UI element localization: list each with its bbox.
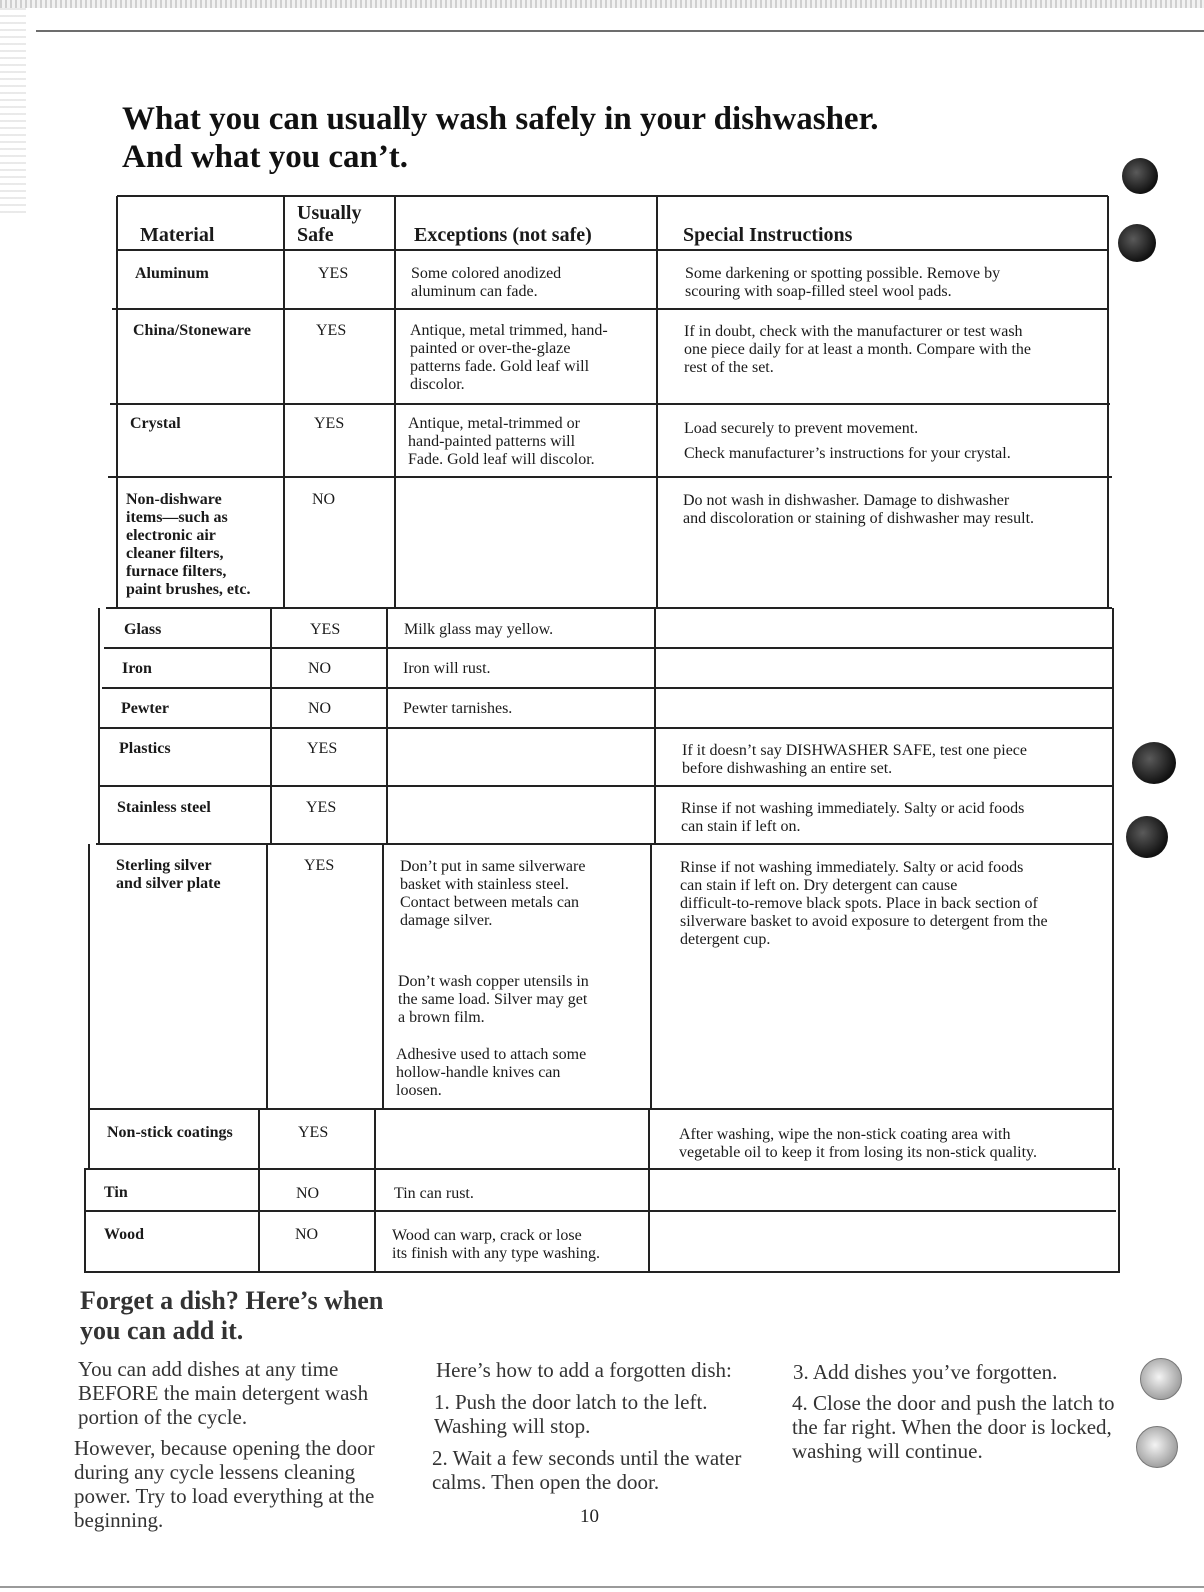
column-line	[258, 1108, 260, 1272]
instruction-line: and discoloration or staining of dishwasher may result.	[683, 510, 1035, 527]
cell-material	[133, 322, 251, 340]
column-line	[88, 844, 90, 1168]
material-line: Stainless steel	[117, 799, 211, 816]
cell-safe: NO	[308, 660, 332, 677]
exception-line: Adhesive used to attach some	[396, 1046, 587, 1063]
exception-line: Fade. Gold leaf will discolor.	[408, 451, 595, 468]
cell-instructions	[680, 859, 1048, 949]
row-divider	[106, 607, 1112, 609]
instruction-line: Rinse if not washing immediately. Salty or acid foods	[681, 800, 1025, 817]
cell-exceptions	[394, 1185, 474, 1203]
cell-instructions	[684, 323, 1031, 377]
forget-dish-heading	[80, 1286, 383, 1346]
title-line-2: And what you can’t.	[122, 139, 409, 175]
cell-exceptions	[392, 1227, 600, 1263]
cell-exceptions	[403, 700, 512, 718]
binder-hole	[1118, 224, 1156, 262]
cell-instructions	[679, 1126, 1037, 1162]
column-line	[374, 1108, 376, 1272]
material-line: items—such as	[126, 509, 228, 526]
material-line: Tin	[104, 1184, 128, 1201]
forget-col1-para2: However, because opening the door during any cycle lessens cleaning power. Try to load everything at the beginning.	[74, 1436, 375, 1532]
column-line	[98, 608, 100, 844]
material-line: cleaner filters,	[126, 545, 224, 562]
column-line	[1112, 608, 1114, 1168]
exception-line: Antique, metal trimmed, hand-	[410, 322, 608, 339]
exception-line: hollow-handle knives can	[396, 1064, 561, 1081]
row-divider	[96, 843, 1114, 845]
scan-artifact-top	[0, 0, 1204, 8]
material-line: Wood	[104, 1226, 145, 1243]
row-divider	[98, 785, 1114, 787]
cell-material	[119, 740, 171, 758]
cell-instructions	[681, 800, 1024, 836]
instruction-line: one piece daily for at least a month. Compare with the	[684, 341, 1031, 358]
instruction-line: Check manufacturer’s instructions for your crystal.	[684, 445, 1011, 462]
column-line	[1118, 1168, 1120, 1272]
instruction-line: Do not wash in dishwasher. Damage to dishwasher	[683, 492, 1010, 509]
column-line	[656, 196, 658, 608]
cell-instructions	[682, 742, 1027, 778]
binder-hole	[1140, 1358, 1182, 1400]
cell-safe: YES	[298, 1124, 329, 1141]
row-divider	[104, 647, 1112, 649]
table-border-bottom	[84, 1271, 1120, 1273]
cell-exceptions-3	[396, 1046, 586, 1100]
exception-line: Milk glass may yellow.	[404, 621, 554, 638]
material-line: electronic air	[126, 527, 216, 544]
table-border-top	[117, 195, 1108, 197]
forget-step-3: 3. Add dishes you’ve forgotten.	[793, 1360, 1058, 1384]
material-line: Iron	[122, 660, 152, 677]
column-line	[283, 196, 285, 608]
column-line	[650, 844, 652, 1108]
exception-line: Iron will rust.	[403, 660, 491, 677]
cell-safe: NO	[295, 1226, 319, 1243]
exception-line: Contact between metals can	[400, 894, 580, 911]
instruction-line: Some darkening or spotting possible. Remove by	[685, 265, 1001, 282]
cell-safe: YES	[316, 322, 347, 339]
header-exceptions: Exceptions (not safe)	[414, 224, 592, 246]
forget-step-4: 4. Close the door and push the latch to the far right. When the door is locked, washing will continue.	[792, 1391, 1115, 1463]
scan-artifact-left	[0, 8, 26, 218]
exception-line: Antique, metal-trimmed or	[408, 415, 580, 432]
subtitle-line-2: you can add it.	[80, 1316, 244, 1345]
instruction-line: vegetable oil to keep it from losing its non-stick quality.	[679, 1144, 1038, 1161]
cell-exceptions	[408, 415, 595, 469]
page-number: 10	[580, 1506, 599, 1527]
exception-line: Pewter tarnishes.	[403, 700, 513, 717]
cell-safe: NO	[296, 1185, 320, 1202]
cell-material	[121, 700, 169, 718]
cell-safe: YES	[307, 740, 338, 757]
instruction-line: Load securely to prevent movement.	[684, 420, 919, 437]
forget-step-1: 1. Push the door latch to the left. Washing will stop.	[434, 1390, 708, 1438]
cell-material	[122, 660, 152, 678]
exception-line: hand-painted patterns will	[408, 433, 576, 450]
row-divider	[108, 476, 1112, 478]
cell-material	[126, 491, 250, 599]
instruction-line: can stain if left on. Dry detergent can cause	[680, 877, 958, 894]
cell-material	[107, 1124, 233, 1142]
instruction-line: rest of the set.	[684, 359, 774, 376]
row-divider	[84, 1210, 1116, 1212]
exception-line: painted or over-the-glaze	[410, 340, 571, 357]
material-line: Plastics	[119, 740, 171, 757]
instruction-line: before dishwashing an entire set.	[682, 760, 893, 777]
exception-line: discolor.	[410, 376, 465, 393]
instruction-line: detergent cup.	[680, 931, 771, 948]
exception-line: Wood can warp, crack or lose	[392, 1227, 582, 1244]
header-material: Material	[140, 224, 215, 246]
material-line: Non-stick coatings	[107, 1124, 233, 1141]
instruction-line: scouring with soap-filled steel wool pads.	[685, 283, 952, 300]
header-safe-line: Safe	[297, 224, 334, 246]
exception-line: Some colored anodized	[411, 265, 562, 282]
cell-material	[117, 799, 211, 817]
column-line	[270, 608, 272, 844]
material-line: Pewter	[121, 700, 169, 717]
column-line	[394, 196, 396, 608]
material-line: China/Stoneware	[133, 322, 251, 339]
material-line: paint brushes, etc.	[126, 581, 251, 598]
row-divider	[112, 308, 1108, 310]
material-line: and silver plate	[116, 875, 221, 892]
cell-exceptions	[411, 265, 561, 301]
instruction-line: can stain if left on.	[681, 818, 801, 835]
cell-safe: YES	[318, 265, 349, 282]
cell-safe: NO	[312, 491, 336, 508]
column-line	[84, 1168, 86, 1272]
cell-exceptions	[404, 621, 553, 639]
cell-safe: NO	[308, 700, 332, 717]
cell-instructions	[683, 492, 1034, 528]
exception-line: Don’t put in same silverware	[400, 858, 586, 875]
exception-line: loosen.	[396, 1082, 442, 1099]
row-divider	[86, 1168, 1116, 1170]
instruction-line: After washing, wipe the non-stick coating area with	[679, 1126, 1011, 1143]
material-line: Non-dishware	[126, 491, 222, 508]
header-divider	[117, 249, 1108, 251]
exception-line: damage silver.	[400, 912, 493, 929]
header-special-instructions: Special Instructions	[683, 224, 853, 246]
cell-material	[104, 1184, 128, 1202]
row-divider	[110, 403, 1110, 405]
binder-hole	[1132, 742, 1176, 784]
row-divider	[100, 727, 1112, 729]
cell-safe: YES	[310, 621, 341, 638]
header-safe-line: Usually	[297, 202, 362, 224]
instruction-line: If it doesn’t say DISHWASHER SAFE, test one piece	[682, 742, 1027, 759]
column-line	[654, 608, 656, 844]
material-line: Aluminum	[135, 265, 209, 282]
cell-instructions	[685, 265, 1000, 301]
cell-safe: YES	[304, 857, 335, 874]
exception-line: its finish with any type washing.	[392, 1245, 600, 1262]
forget-col1-para1: You can add dishes at any time BEFORE the main detergent wash portion of the cycle.	[78, 1357, 369, 1429]
exception-line: aluminum can fade.	[411, 283, 538, 300]
row-divider	[88, 1108, 1114, 1110]
cell-exceptions	[403, 660, 491, 678]
top-rule	[36, 30, 1204, 32]
exception-line: the same load. Silver may get	[398, 991, 588, 1008]
column-line	[382, 844, 384, 1108]
cell-instructions	[684, 416, 1011, 466]
instruction-line: Rinse if not washing immediately. Salty or acid foods	[680, 859, 1024, 876]
page-title	[122, 100, 878, 176]
column-line	[1107, 196, 1109, 608]
row-divider	[102, 687, 1112, 689]
exception-line: Don’t wash copper utensils in	[398, 973, 589, 990]
instruction-line: If in doubt, check with the manufacturer or test wash	[684, 323, 1023, 340]
binder-hole	[1126, 816, 1168, 858]
cell-material	[130, 415, 181, 433]
cell-material	[135, 265, 209, 283]
instruction-line: difficult-to-remove black spots. Place in back section of	[680, 895, 1038, 912]
material-line: Sterling silver	[116, 857, 212, 874]
column-line	[648, 1108, 650, 1272]
forget-step-2: 2. Wait a few seconds until the water calms. Then open the door.	[432, 1446, 742, 1494]
exception-line: a brown film.	[398, 1009, 485, 1026]
cell-exceptions-2	[398, 973, 589, 1027]
cell-material	[116, 857, 221, 893]
column-line	[116, 196, 118, 608]
forget-col2-intro: Here’s how to add a forgotten dish:	[436, 1358, 732, 1382]
cell-safe: YES	[314, 415, 345, 432]
material-line: furnace filters,	[126, 563, 227, 580]
title-line-1: What you can usually wash safely in your dishwasher.	[122, 101, 879, 137]
instruction-line: silverware basket to avoid exposure to detergent from the	[680, 913, 1048, 930]
scan-artifact-bottom	[0, 1586, 1204, 1588]
column-line	[266, 844, 268, 1108]
material-line: Glass	[124, 621, 162, 638]
exception-line: Tin can rust.	[394, 1185, 474, 1202]
binder-hole	[1122, 158, 1158, 194]
column-line	[386, 608, 388, 844]
binder-hole	[1136, 1426, 1178, 1468]
exception-line: patterns fade. Gold leaf will	[410, 358, 590, 375]
cell-safe: YES	[306, 799, 337, 816]
header-usually-safe	[297, 202, 361, 246]
cell-material	[124, 621, 161, 639]
cell-exceptions	[410, 322, 608, 394]
subtitle-line-1: Forget a dish? Here’s when	[80, 1286, 384, 1315]
cell-material	[104, 1226, 144, 1244]
material-line: Crystal	[130, 415, 181, 432]
exception-line: basket with stainless steel.	[400, 876, 569, 893]
cell-exceptions	[400, 858, 585, 930]
